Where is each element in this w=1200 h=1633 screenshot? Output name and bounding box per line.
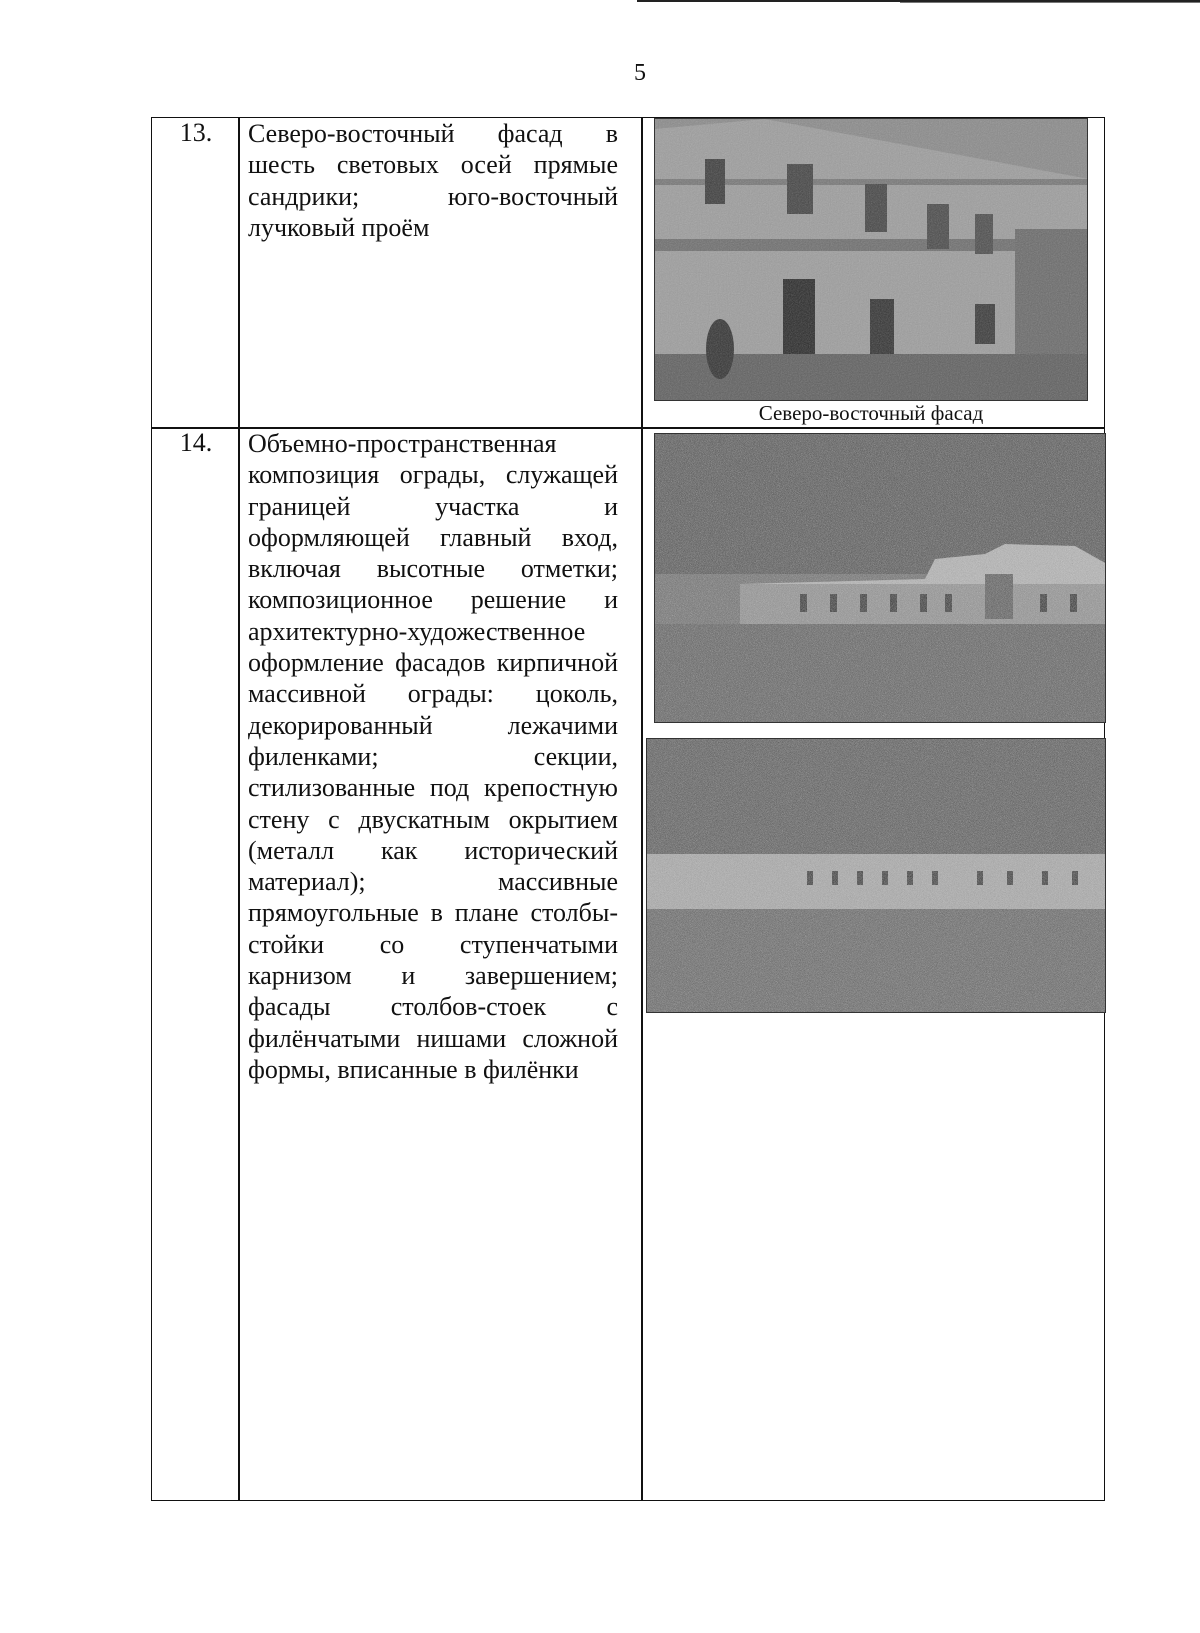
page-number: 5 bbox=[634, 60, 646, 86]
photo-fence-sections bbox=[646, 738, 1106, 1013]
row-description-14: Объемно-пространственная композиция ограды, служащей границей участка и оформляющей главный вход, включая высотные отметки; композиционное решение и архитектурно-художественное оформление фасадов кирпичной массивной ограды: цоколь, декорированный лежачими филенками; секции, стилизованные под крепостную стену с двускатным окрытием (металл как исторический материал); массивные прямоугольные в плане столбы-стойки со ступенчатыми карнизом и завершением; фасады столбов-стоек с филёнчатыми нишами сложной формы, вписанные в филёнки bbox=[248, 429, 618, 1084]
photo-northeast-facade bbox=[654, 118, 1088, 401]
top-scan-rule-secondary bbox=[900, 2, 1200, 3]
column-divider-number bbox=[238, 118, 240, 1500]
heritage-elements-table bbox=[151, 117, 1105, 1501]
row-number-13: 13. bbox=[179, 118, 213, 147]
row-number-14: 14. bbox=[179, 428, 213, 457]
photo-caption-northeast-facade: Северо-восточный фасад bbox=[758, 401, 984, 425]
column-divider-photo bbox=[641, 118, 643, 1500]
row-description-13: Северо-восточный фасад в шесть световых осей прямые сандрики; юго-восточный лучковый проём bbox=[248, 119, 618, 242]
photo-fence-main-entrance bbox=[654, 433, 1106, 723]
